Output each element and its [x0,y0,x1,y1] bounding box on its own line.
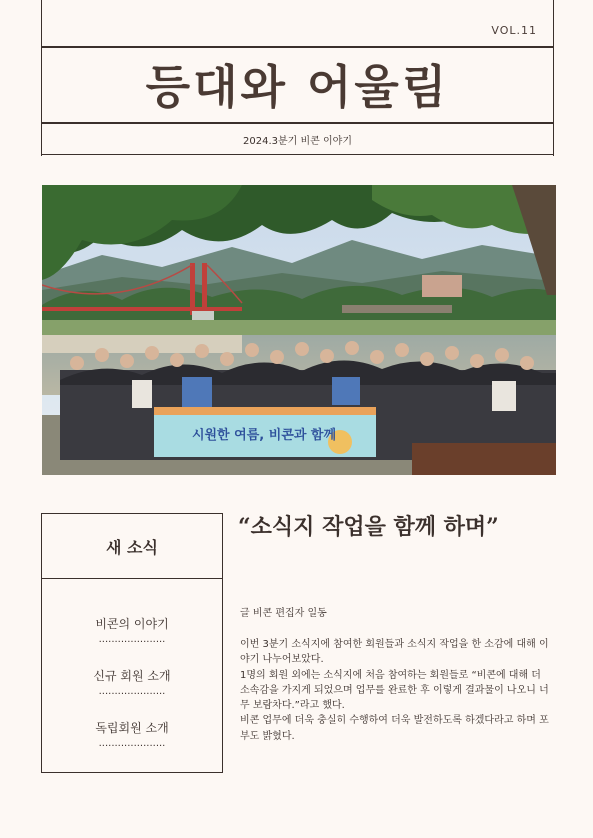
news-item-beacon-story[interactable] [42,615,222,645]
news-item-label: 신규 회원 소개 [93,669,171,683]
group-banner [154,407,376,457]
news-item-dots: ..................... [98,738,166,749]
newsletter-title: 등대와 어울림 [145,60,450,114]
frame-rule-3 [41,154,554,155]
news-item-new-members[interactable] [42,667,222,697]
article-body [240,637,552,744]
news-item-label: 비콘의 이야기 [95,617,169,631]
news-item-independent-members[interactable] [42,719,222,749]
article-paragraph: 이번 3분기 소식지에 참여한 회원들과 소식지 작업을 한 소감에 대해 이야기 나누어보았다. [240,639,549,666]
article-byline: 글 비콘 편집자 일동 [240,608,327,619]
article-paragraph: 1명의 회원 외에는 소식지에 처음 참여하는 회원들로 “비콘에 대해 더 소속감을 가지게 되었으며 업무를 완료한 후 이렇게 결과물이 나오니 너무 보람차다.”라고 했다. [240,669,549,712]
group-photo-illustration [42,185,556,475]
article-headline: “소식지 작업을 함께 하며” [238,514,499,540]
masthead [41,46,554,122]
volume-number: VOL.11 [491,24,537,37]
news-item-label: 독립회원 소개 [95,721,169,735]
article-paragraph: 비콘 업무에 더욱 충실히 수행하여 더욱 발전하도록 하겠다라고 하며 포부도 밝혔다. [240,715,549,742]
group-photo [42,185,556,475]
news-list [42,579,222,749]
news-item-dots: ..................... [98,686,166,697]
news-heading: 새 소식 [42,514,222,579]
banner-text: 시원한 여름, 비콘과 함께 [191,428,337,443]
issue-subtitle: 2024.3분기 비콘 이야기 [243,135,352,147]
frame-right-top [553,0,554,46]
news-box [41,513,223,773]
news-item-dots: ..................... [98,634,166,645]
frame-left-top [41,0,42,46]
